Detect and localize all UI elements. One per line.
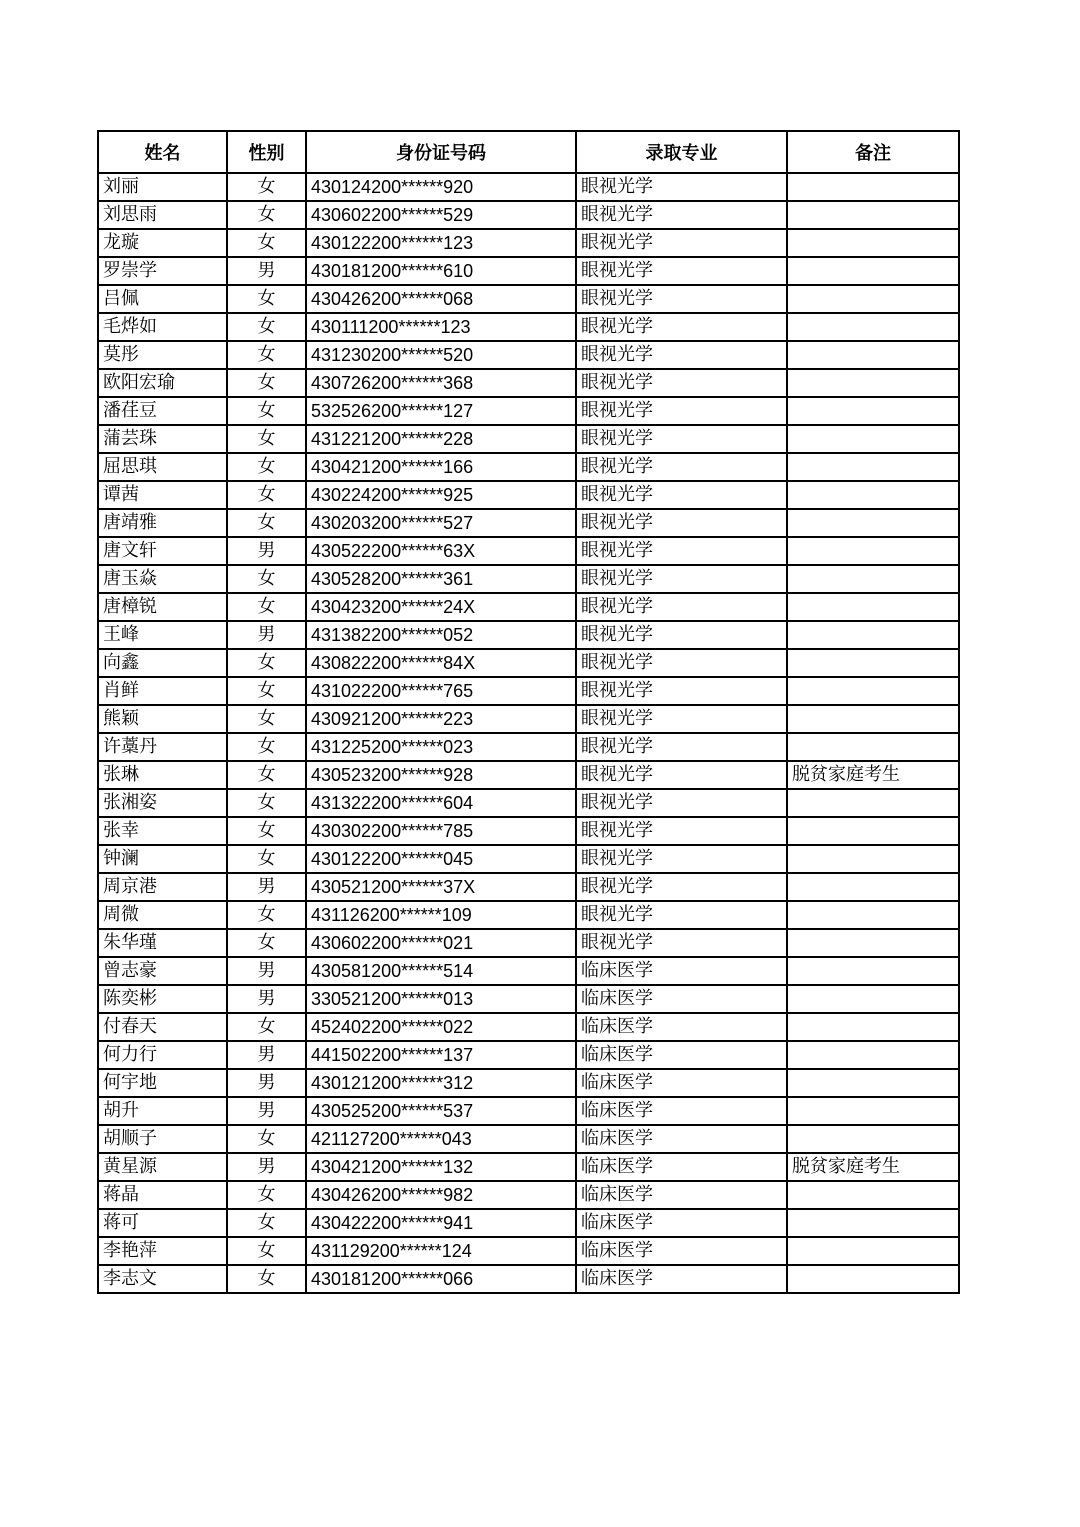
- cell-name: 肖鲜: [98, 677, 227, 705]
- cell-name: 张幸: [98, 817, 227, 845]
- admission-table: [97, 130, 960, 1294]
- cell-gender: 女: [227, 677, 306, 705]
- cell-remark: [787, 929, 959, 957]
- cell-id-number: 430181200******610: [306, 257, 576, 285]
- cell-gender: 女: [227, 1237, 306, 1265]
- table-row: [98, 705, 959, 733]
- cell-major: 眼视光学: [576, 817, 787, 845]
- cell-gender: 男: [227, 957, 306, 985]
- cell-gender: 女: [227, 285, 306, 313]
- cell-gender: 女: [227, 425, 306, 453]
- cell-gender: 女: [227, 845, 306, 873]
- cell-name: 刘思雨: [98, 201, 227, 229]
- cell-remark: 脱贫家庭考生: [787, 1153, 959, 1181]
- cell-name: 钟澜: [98, 845, 227, 873]
- cell-remark: [787, 229, 959, 257]
- table-row: [98, 817, 959, 845]
- cell-remark: [787, 985, 959, 1013]
- cell-gender: 女: [227, 1181, 306, 1209]
- cell-name: 张琳: [98, 761, 227, 789]
- table-row: [98, 901, 959, 929]
- cell-id-number: 430124200******920: [306, 173, 576, 201]
- cell-name: 付春天: [98, 1013, 227, 1041]
- cell-id-number: 430111200******123: [306, 313, 576, 341]
- cell-major: 眼视光学: [576, 537, 787, 565]
- table-row: [98, 845, 959, 873]
- cell-major: 临床医学: [576, 1265, 787, 1293]
- cell-remark: [787, 593, 959, 621]
- table-row: [98, 1097, 959, 1125]
- cell-id-number: 430602200******021: [306, 929, 576, 957]
- cell-major: 眼视光学: [576, 761, 787, 789]
- cell-id-number: 431225200******023: [306, 733, 576, 761]
- cell-remark: [787, 677, 959, 705]
- cell-major: 临床医学: [576, 985, 787, 1013]
- table-row: [98, 229, 959, 257]
- cell-remark: [787, 313, 959, 341]
- cell-name: 唐文轩: [98, 537, 227, 565]
- cell-remark: [787, 1041, 959, 1069]
- cell-name: 蒋晶: [98, 1181, 227, 1209]
- table-row: [98, 1153, 959, 1181]
- cell-remark: [787, 509, 959, 537]
- table-row: [98, 1013, 959, 1041]
- cell-name: 欧阳宏瑜: [98, 369, 227, 397]
- table-row: [98, 1041, 959, 1069]
- cell-gender: 女: [227, 761, 306, 789]
- table-row: [98, 341, 959, 369]
- cell-name: 罗崇学: [98, 257, 227, 285]
- cell-id-number: 430726200******368: [306, 369, 576, 397]
- cell-gender: 女: [227, 481, 306, 509]
- cell-remark: [787, 565, 959, 593]
- cell-gender: 女: [227, 733, 306, 761]
- table-row: [98, 1069, 959, 1097]
- cell-id-number: 431129200******124: [306, 1237, 576, 1265]
- cell-remark: [787, 817, 959, 845]
- cell-id-number: 430426200******982: [306, 1181, 576, 1209]
- table-row: [98, 201, 959, 229]
- header-major: 录取专业: [576, 131, 787, 173]
- cell-name: 曾志豪: [98, 957, 227, 985]
- cell-gender: 男: [227, 1097, 306, 1125]
- cell-major: 眼视光学: [576, 733, 787, 761]
- cell-remark: [787, 733, 959, 761]
- table-row: [98, 677, 959, 705]
- cell-remark: [787, 789, 959, 817]
- cell-major: 眼视光学: [576, 901, 787, 929]
- cell-major: 临床医学: [576, 1069, 787, 1097]
- cell-name: 刘丽: [98, 173, 227, 201]
- cell-remark: [787, 1181, 959, 1209]
- header-remark: 备注: [787, 131, 959, 173]
- admission-list-sheet: [97, 130, 960, 1294]
- cell-name: 许藁丹: [98, 733, 227, 761]
- table-row: [98, 1265, 959, 1293]
- table-row: [98, 929, 959, 957]
- cell-major: 眼视光学: [576, 397, 787, 425]
- cell-gender: 男: [227, 257, 306, 285]
- cell-name: 莫彤: [98, 341, 227, 369]
- cell-gender: 女: [227, 649, 306, 677]
- cell-gender: 女: [227, 509, 306, 537]
- table-row: [98, 789, 959, 817]
- cell-remark: [787, 425, 959, 453]
- cell-major: 眼视光学: [576, 565, 787, 593]
- cell-major: 眼视光学: [576, 173, 787, 201]
- cell-major: 眼视光学: [576, 313, 787, 341]
- table-row: [98, 173, 959, 201]
- table-row: [98, 565, 959, 593]
- cell-remark: [787, 1209, 959, 1237]
- cell-gender: 女: [227, 453, 306, 481]
- cell-id-number: 430525200******537: [306, 1097, 576, 1125]
- cell-id-number: 431126200******109: [306, 901, 576, 929]
- cell-major: 眼视光学: [576, 929, 787, 957]
- cell-remark: [787, 397, 959, 425]
- table-row: [98, 537, 959, 565]
- cell-id-number: 430203200******527: [306, 509, 576, 537]
- cell-name: 李艳萍: [98, 1237, 227, 1265]
- cell-gender: 女: [227, 313, 306, 341]
- cell-remark: [787, 649, 959, 677]
- table-row: [98, 481, 959, 509]
- table-row: [98, 1237, 959, 1265]
- cell-remark: [787, 257, 959, 285]
- cell-remark: 脱贫家庭考生: [787, 761, 959, 789]
- cell-id-number: 430422200******941: [306, 1209, 576, 1237]
- cell-name: 黄星源: [98, 1153, 227, 1181]
- cell-id-number: 430921200******223: [306, 705, 576, 733]
- cell-major: 眼视光学: [576, 593, 787, 621]
- table-body: [98, 173, 959, 1293]
- table-row: [98, 397, 959, 425]
- table-row: [98, 285, 959, 313]
- cell-id-number: 431230200******520: [306, 341, 576, 369]
- cell-gender: 男: [227, 1153, 306, 1181]
- cell-remark: [787, 901, 959, 929]
- cell-major: 眼视光学: [576, 201, 787, 229]
- cell-name: 张湘姿: [98, 789, 227, 817]
- cell-name: 唐靖雅: [98, 509, 227, 537]
- cell-id-number: 430602200******529: [306, 201, 576, 229]
- table-row: [98, 957, 959, 985]
- cell-gender: 女: [227, 341, 306, 369]
- cell-gender: 女: [227, 817, 306, 845]
- cell-id-number: 421127200******043: [306, 1125, 576, 1153]
- cell-remark: [787, 1125, 959, 1153]
- cell-remark: [787, 201, 959, 229]
- cell-remark: [787, 1069, 959, 1097]
- cell-remark: [787, 1265, 959, 1293]
- table-row: [98, 425, 959, 453]
- cell-name: 何宇地: [98, 1069, 227, 1097]
- cell-gender: 女: [227, 1209, 306, 1237]
- cell-gender: 男: [227, 873, 306, 901]
- cell-id-number: 330521200******013: [306, 985, 576, 1013]
- table-row: [98, 509, 959, 537]
- cell-major: 眼视光学: [576, 257, 787, 285]
- cell-major: 眼视光学: [576, 705, 787, 733]
- cell-id-number: 430121200******312: [306, 1069, 576, 1097]
- cell-id-number: 430822200******84X: [306, 649, 576, 677]
- cell-name: 陈奕彬: [98, 985, 227, 1013]
- cell-remark: [787, 1013, 959, 1041]
- cell-remark: [787, 1097, 959, 1125]
- table-row: [98, 313, 959, 341]
- cell-gender: 女: [227, 789, 306, 817]
- header-name: 姓名: [98, 131, 227, 173]
- cell-id-number: 430181200******066: [306, 1265, 576, 1293]
- cell-id-number: 430426200******068: [306, 285, 576, 313]
- cell-name: 蒋可: [98, 1209, 227, 1237]
- cell-remark: [787, 453, 959, 481]
- cell-gender: 女: [227, 397, 306, 425]
- cell-remark: [787, 705, 959, 733]
- cell-id-number: 430302200******785: [306, 817, 576, 845]
- cell-gender: 女: [227, 369, 306, 397]
- cell-gender: 男: [227, 1041, 306, 1069]
- cell-major: 眼视光学: [576, 453, 787, 481]
- cell-name: 吕佩: [98, 285, 227, 313]
- cell-remark: [787, 369, 959, 397]
- cell-id-number: 430224200******925: [306, 481, 576, 509]
- cell-id-number: 430122200******123: [306, 229, 576, 257]
- cell-name: 胡顺子: [98, 1125, 227, 1153]
- cell-remark: [787, 873, 959, 901]
- cell-gender: 男: [227, 621, 306, 649]
- cell-gender: 女: [227, 229, 306, 257]
- table-row: [98, 873, 959, 901]
- header-id-number: 身份证号码: [306, 131, 576, 173]
- cell-name: 谭茜: [98, 481, 227, 509]
- cell-name: 潘荏豆: [98, 397, 227, 425]
- cell-major: 临床医学: [576, 1097, 787, 1125]
- table-row: [98, 593, 959, 621]
- cell-gender: 女: [227, 705, 306, 733]
- cell-major: 临床医学: [576, 1181, 787, 1209]
- table-row: [98, 1209, 959, 1237]
- cell-major: 临床医学: [576, 1041, 787, 1069]
- cell-gender: 女: [227, 201, 306, 229]
- cell-gender: 女: [227, 929, 306, 957]
- cell-gender: 女: [227, 173, 306, 201]
- header-gender: 性别: [227, 131, 306, 173]
- cell-id-number: 430522200******63X: [306, 537, 576, 565]
- cell-id-number: 430521200******37X: [306, 873, 576, 901]
- cell-major: 眼视光学: [576, 509, 787, 537]
- cell-id-number: 430523200******928: [306, 761, 576, 789]
- table-row: [98, 621, 959, 649]
- cell-id-number: 430421200******132: [306, 1153, 576, 1181]
- cell-name: 龙璇: [98, 229, 227, 257]
- cell-id-number: 430421200******166: [306, 453, 576, 481]
- cell-gender: 女: [227, 565, 306, 593]
- cell-name: 王峰: [98, 621, 227, 649]
- table-row: [98, 1125, 959, 1153]
- cell-gender: 女: [227, 1125, 306, 1153]
- cell-major: 眼视光学: [576, 229, 787, 257]
- cell-name: 朱华瑾: [98, 929, 227, 957]
- table-row: [98, 369, 959, 397]
- cell-name: 李志文: [98, 1265, 227, 1293]
- table-row: [98, 985, 959, 1013]
- cell-major: 眼视光学: [576, 369, 787, 397]
- cell-gender: 女: [227, 593, 306, 621]
- cell-id-number: 430423200******24X: [306, 593, 576, 621]
- cell-major: 眼视光学: [576, 481, 787, 509]
- cell-id-number: 430581200******514: [306, 957, 576, 985]
- cell-major: 眼视光学: [576, 677, 787, 705]
- table-row: [98, 1181, 959, 1209]
- cell-remark: [787, 285, 959, 313]
- cell-name: 蒲芸珠: [98, 425, 227, 453]
- cell-major: 临床医学: [576, 1237, 787, 1265]
- cell-name: 周京港: [98, 873, 227, 901]
- cell-major: 眼视光学: [576, 621, 787, 649]
- cell-major: 眼视光学: [576, 341, 787, 369]
- cell-remark: [787, 957, 959, 985]
- cell-name: 毛烨如: [98, 313, 227, 341]
- cell-remark: [787, 537, 959, 565]
- table-header-row: [98, 131, 959, 173]
- cell-major: 临床医学: [576, 1153, 787, 1181]
- cell-id-number: 452402200******022: [306, 1013, 576, 1041]
- cell-major: 眼视光学: [576, 789, 787, 817]
- cell-name: 屈思琪: [98, 453, 227, 481]
- table-row: [98, 453, 959, 481]
- cell-name: 向鑫: [98, 649, 227, 677]
- cell-name: 熊颖: [98, 705, 227, 733]
- cell-id-number: 431022200******765: [306, 677, 576, 705]
- table-row: [98, 649, 959, 677]
- cell-remark: [787, 173, 959, 201]
- cell-remark: [787, 845, 959, 873]
- cell-name: 唐樟锐: [98, 593, 227, 621]
- cell-major: 眼视光学: [576, 285, 787, 313]
- cell-id-number: 431382200******052: [306, 621, 576, 649]
- cell-remark: [787, 341, 959, 369]
- cell-major: 临床医学: [576, 1125, 787, 1153]
- cell-id-number: 430122200******045: [306, 845, 576, 873]
- cell-gender: 女: [227, 1265, 306, 1293]
- cell-id-number: 532526200******127: [306, 397, 576, 425]
- cell-major: 眼视光学: [576, 873, 787, 901]
- table-row: [98, 257, 959, 285]
- table-row: [98, 733, 959, 761]
- cell-major: 临床医学: [576, 1013, 787, 1041]
- cell-major: 临床医学: [576, 1209, 787, 1237]
- cell-name: 周微: [98, 901, 227, 929]
- cell-remark: [787, 1237, 959, 1265]
- cell-remark: [787, 621, 959, 649]
- cell-major: 眼视光学: [576, 649, 787, 677]
- cell-major: 临床医学: [576, 957, 787, 985]
- cell-remark: [787, 481, 959, 509]
- cell-major: 眼视光学: [576, 845, 787, 873]
- cell-gender: 男: [227, 537, 306, 565]
- cell-gender: 男: [227, 985, 306, 1013]
- cell-gender: 女: [227, 901, 306, 929]
- cell-name: 唐玉焱: [98, 565, 227, 593]
- cell-id-number: 431221200******228: [306, 425, 576, 453]
- cell-id-number: 430528200******361: [306, 565, 576, 593]
- cell-id-number: 441502200******137: [306, 1041, 576, 1069]
- cell-id-number: 431322200******604: [306, 789, 576, 817]
- cell-name: 胡升: [98, 1097, 227, 1125]
- cell-major: 眼视光学: [576, 425, 787, 453]
- table-row: [98, 761, 959, 789]
- cell-gender: 男: [227, 1069, 306, 1097]
- cell-name: 何力行: [98, 1041, 227, 1069]
- cell-gender: 女: [227, 1013, 306, 1041]
